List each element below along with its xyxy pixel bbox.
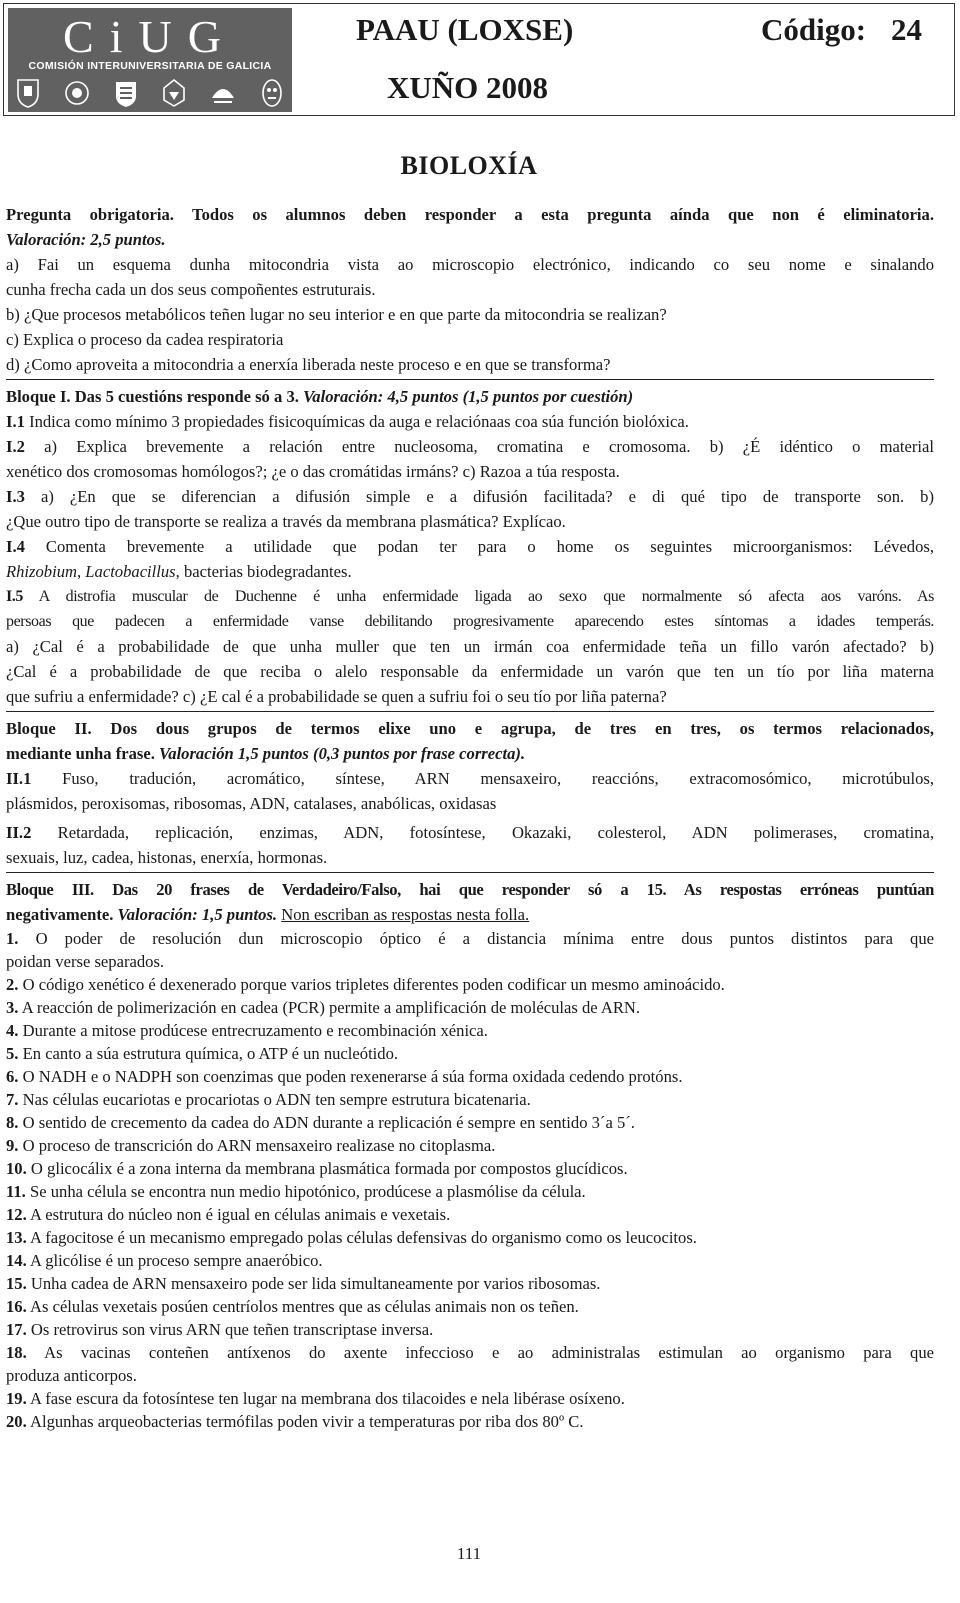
tf-item-text: En canto a súa estrutura química, o ATP é un nucleótido. [22, 1044, 399, 1063]
tf-item-text: Unha cadea de ARN mensaxeiro pode ser lida simultaneamente por varios ribosomas. [30, 1274, 601, 1293]
tf-item [6, 1111, 934, 1134]
crest-icon [211, 78, 235, 108]
tf-item-text: O poder de resolución dun microscopio óptico é a distancia mínima entre dous puntos distintos para que [35, 929, 935, 948]
tf-item-number: 20. [6, 1412, 27, 1431]
exam-content [6, 202, 934, 1433]
question-i1: I.1 Indica como mínimo 3 propiedades fisicoquímicas da auga e relaciónaas coa súa función biolóxica. [6, 412, 689, 431]
page-number: 111 [456, 1544, 482, 1563]
group-ii2-line2: sexuais, luz, cadea, histonas, enerxía, hormonas. [6, 848, 328, 867]
mandatory-b: b) ¿Que procesos metabólicos teñen lugar no seu interior e en que parte da mitocondria se realizan? [6, 305, 667, 324]
tf-item [6, 973, 934, 996]
crest-icon [260, 78, 284, 108]
bloque1-valuation: Valoración: 4,5 puntos (1,5 puntos por cuestión) [303, 387, 634, 406]
tf-item [6, 1019, 934, 1042]
bloque2-valuation: Valoración 1,5 puntos (0,3 puntos por frase correcta). [159, 744, 526, 763]
tf-item [6, 1180, 934, 1203]
tf-item [6, 1088, 934, 1111]
question-i3-line1: I.3 a) ¿En que se diferencian a difusión simple e a difusión facilitada? e di qué tipo de transporte son. b) [6, 487, 934, 506]
tf-item-number: 12. [6, 1205, 27, 1224]
bloque1-heading: Bloque I. Das 5 cuestións responde só a 3. [6, 387, 299, 406]
tf-item [6, 1318, 934, 1341]
mandatory-heading: Pregunta obrigatoria. Todos os alumnos deben responder a esta pregunta aínda que non é eliminatoria. [6, 205, 934, 224]
tf-item-text: O NADH e o NADPH son coenzimas que poden rexenerarse á súa forma oxidada cedendo protóns. [22, 1067, 683, 1086]
question-i5-line3: a) ¿Cal é a probabilidade de que unha muller que ten un irmán coa enfermidade teña un fillo varón afectado? b) [6, 637, 934, 656]
bloque1-heading-line [6, 384, 934, 409]
tf-item-number: 19. [6, 1389, 27, 1408]
bloque3-notice: Non escriban as respostas nesta folla. [281, 905, 530, 924]
tf-item [6, 996, 934, 1019]
mandatory-valuation: Valoración: 2,5 puntos. [6, 230, 166, 249]
tf-item-number: 18. [6, 1343, 27, 1362]
question-i3-line2: ¿Que outro tipo de transporte se realiza a través da membrana plasmática? Explícao. [6, 512, 566, 531]
tf-item [6, 1249, 934, 1272]
tf-item-continuation: produza anticorpos. [6, 1366, 137, 1385]
exam-date: XUÑO 2008 [387, 70, 549, 105]
tf-item-number: 4. [6, 1021, 19, 1040]
tf-item-text: Nas células eucariotas e procariotas o ADN ten sempre estrutura bicatenaria. [22, 1090, 531, 1109]
crest-icon [16, 78, 40, 108]
crest-icon [65, 78, 89, 108]
bloque3-heading-line2: negativamente. Valoración: 1,5 puntos. Non escriban as respostas nesta folla. [6, 905, 530, 924]
tf-item-number: 16. [6, 1297, 27, 1316]
tf-item-text: A glicólise é un proceso sempre anaeróbico. [29, 1251, 323, 1270]
tf-item-number: 11. [6, 1182, 26, 1201]
subject-title: BIOLOXÍA [400, 151, 538, 180]
tf-item-text: As células vexetais posúen centríolos mentres que as células animais non os teñen. [29, 1297, 579, 1316]
bloque3-valuation: Valoración: 1,5 puntos. [117, 905, 278, 924]
question-i2-line1: I.2 a) Explica brevemente a relación entre nucleosoma, cromatina e cromosoma. b) ¿É idéntico o material [6, 437, 934, 456]
tf-item-number: 1. [6, 929, 19, 948]
tf-item-continuation: poidan verse separados. [6, 952, 165, 971]
tf-item-number: 10. [6, 1159, 27, 1178]
tf-item-text: O sentido de crecemento da cadea do ADN durante a replicación é sempre en sentido 3´a 5´. [22, 1113, 635, 1132]
tf-item [6, 1341, 934, 1364]
exam-title: PAAU (LOXSE) [356, 12, 574, 47]
tf-item [6, 1295, 934, 1318]
exam-header [3, 3, 955, 116]
mandatory-a-line1: a) Fai un esquema dunha mitocondria vista ao microscopio electrónico, indicando co seu nome e sinalando [6, 255, 934, 274]
mandatory-a-line2: cunha frecha cada un dos seus compoñentes estruturais. [6, 280, 376, 299]
crest-icon [162, 78, 186, 108]
tf-item-text: Algunhas arqueobacterias termófilas poden vivir a temperaturas por riba dos 80º C. [29, 1412, 584, 1431]
tf-item-number: 8. [6, 1113, 19, 1132]
tf-item-text: Se unha célula se encontra nun medio hipotónico, prodúcese a plasmólise da célula. [29, 1182, 586, 1201]
tf-item-text: Os retrovirus son virus ARN que teñen transcriptase inversa. [30, 1320, 434, 1339]
tf-item-text: O glicocálix é a zona interna da membrana plasmática formada por compostos glucídicos. [30, 1159, 628, 1178]
logo-letters: CiUG [63, 11, 237, 62]
tf-item-text: O código xenético é dexenerado porque varios tripletes diferentes poden codificar un mesmo aminoácido. [22, 975, 725, 994]
question-i5-line5: que sufriu a enfermidade? c) ¿E cal é a probabilidade se quen a sufriu foi o seu tío por liña paterna? [6, 687, 667, 706]
tf-item-text: A fagocitose é un mecanismo empregado polas células defensivas do organismo como os leucocitos. [29, 1228, 697, 1247]
bloque2-heading-line2: mediante unha frase. Valoración 1,5 puntos (0,3 puntos por frase correcta). [6, 744, 526, 763]
tf-item [6, 1042, 934, 1065]
code-label: Código: [761, 12, 867, 47]
tf-item-number: 9. [6, 1136, 19, 1155]
section-divider [6, 379, 934, 380]
tf-item [6, 1226, 934, 1249]
bloque3-heading-line1: Bloque III. Das 20 frases de Verdadeiro/Falso, hai que responder só a 15. As respostas erróneas puntúan [6, 880, 934, 899]
tf-item-number: 2. [6, 975, 19, 994]
question-i4-line2: Rhizobium, Lactobacillus, bacterias biodegradantes. [6, 562, 352, 581]
tf-item-number: 15. [6, 1274, 27, 1293]
tf-item-text: O proceso de transcrición do ARN mensaxeiro realizase no citoplasma. [22, 1136, 496, 1155]
group-ii1-line1: II.1 Fuso, tradución, acromático, síntese, ARN mensaxeiro, reaccións, extracomosómico, microtúbulos, [6, 769, 934, 788]
true-false-list [6, 927, 934, 1433]
question-i5-line2: persoas que padecen a enfermidade vanse debilitando progresivamente aparecendo estes síntomas a idades temperás. [6, 613, 934, 630]
tf-item [6, 1272, 934, 1295]
exam-code: 24 [891, 12, 922, 47]
tf-item [6, 1157, 934, 1180]
university-crests [16, 78, 284, 110]
tf-item-number: 13. [6, 1228, 27, 1247]
logo-subtitle: COMISIÓN INTERUNIVERSITARIA DE GALICIA [28, 60, 272, 72]
tf-item [6, 1134, 934, 1157]
section-divider [6, 711, 934, 712]
tf-item-number: 17. [6, 1320, 27, 1339]
tf-item-text: Durante a mitose prodúcese entrecruzamento e recombinación xénica. [22, 1021, 488, 1040]
tf-item-number: 7. [6, 1090, 19, 1109]
tf-item [6, 1203, 934, 1226]
tf-item [6, 927, 934, 950]
mandatory-d: d) ¿Como aproveita a mitocondria a enerxía liberada neste proceso e en que se transforma? [6, 355, 611, 374]
tf-item [6, 1387, 934, 1410]
tf-item-number: 14. [6, 1251, 27, 1270]
tf-item-text: A reacción de polimerización en cadea (PCR) permite a amplificación de moléculas de ARN. [21, 998, 641, 1017]
tf-item-text: As vacinas conteñen antíxenos do axente infeccioso e ao administralas estimulan ao organismo para que [44, 1343, 934, 1362]
question-i2-line2: xenético dos cromosomas homólogos?; ¿e o das cromátidas irmáns? c) Razoa a túa resposta. [6, 462, 620, 481]
tf-item-number: 3. [6, 998, 19, 1017]
group-ii1-line2: plásmidos, peroxisomas, ribosomas, ADN, catalases, anabólicas, oxidasas [6, 794, 497, 813]
question-i4-line1: I.4 Comenta brevemente a utilidade que podan ter para o home os seguintes microorganismos: Lévedos, [6, 537, 934, 556]
tf-item [6, 1065, 934, 1088]
crest-icon [114, 78, 138, 108]
question-i5-line4: ¿Cal é a probabilidade de que reciba o alelo responsable da enfermidade un varón que ten un tío por liña materna [6, 662, 934, 681]
mandatory-c: c) Explica o proceso da cadea respiratoria [6, 330, 284, 349]
tf-item [6, 1410, 934, 1433]
bloque2-heading-line1: Bloque II. Dos dous grupos de termos elixe uno e agrupa, de tres en tres, os termos relacionados, [6, 719, 934, 738]
section-divider [6, 872, 934, 873]
question-i5-line1: I.5 A distrofia muscular de Duchenne é unha enfermidade ligada ao sexo que normalmente só afecta aos varóns. As [6, 588, 934, 605]
ciug-logo [8, 8, 292, 112]
tf-item-number: 5. [6, 1044, 19, 1063]
tf-item-text: A fase escura da fotosíntese ten lugar na membrana dos tilacoides e nela libérase osíxeno. [29, 1389, 625, 1408]
tf-item-number: 6. [6, 1067, 19, 1086]
group-ii2-line1: II.2 Retardada, replicación, enzimas, ADN, fotosíntese, Okazaki, colesterol, ADN polimerases, cromatina, [6, 823, 934, 842]
tf-item-text: A estrutura do núcleo non é igual en células animais e vexetais. [29, 1205, 451, 1224]
